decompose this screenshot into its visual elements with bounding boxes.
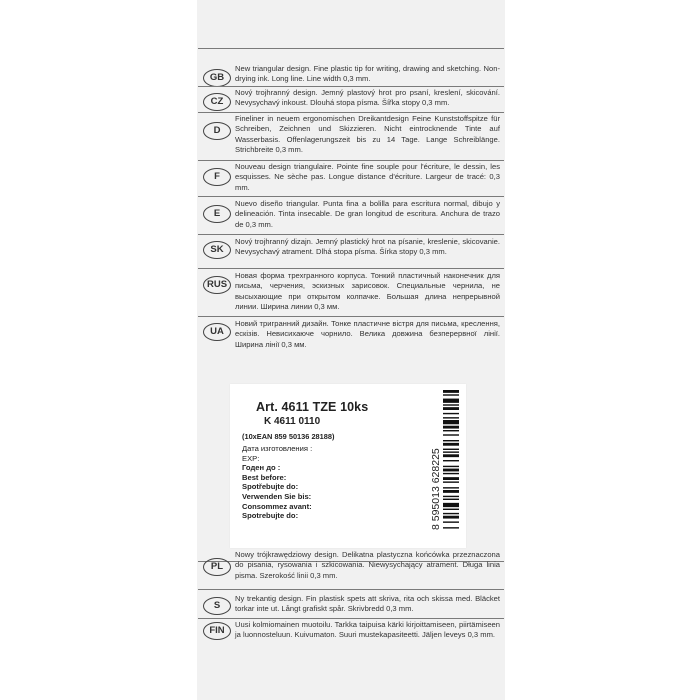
field-verwenden: Verwenden Sie bis: <box>242 491 312 501</box>
section-s <box>198 594 504 616</box>
divider <box>198 86 504 87</box>
barcode-bar <box>443 481 459 482</box>
field-manufacture-date: Дата изготовления : <box>242 444 313 453</box>
field-spotrebujte-sk: Spotrebujte do: <box>242 511 299 521</box>
barcode-bar <box>443 460 459 461</box>
section-rus <box>198 271 504 315</box>
barcode-bar <box>443 449 459 450</box>
section-text: Nový trojhranný design. Jemný plastový hrot pro psaní, kreslení, skicování. Nevysychavý inkoust. Dlouhá stopa písma. Šířka stopy 0,3 mm. <box>235 88 500 108</box>
language-badge: SK <box>203 241 231 259</box>
divider <box>198 112 504 113</box>
divider <box>198 234 504 235</box>
barcode-bar <box>443 496 459 497</box>
top-strip <box>197 0 505 48</box>
barcode <box>443 390 459 530</box>
language-badge: PL <box>203 558 231 576</box>
barcode-bar <box>443 443 459 446</box>
product-label <box>230 384 466 548</box>
section-text: Новая форма трехгранного корпуса. Тонкий пластичный наконечник для письма, черчения, эскизных зарисовок. Специальные чернила, не высыхающие при открытом колпачке. Большая длина непрерывной линии. Ширина линии 0,3 мм. <box>235 271 500 311</box>
k-code: K 4611 0110 <box>264 416 321 427</box>
section-fin <box>198 620 504 654</box>
barcode-bar <box>443 399 459 403</box>
divider <box>198 48 504 49</box>
barcode-bar <box>443 503 459 507</box>
divider <box>198 160 504 161</box>
barcode-bar <box>443 404 459 405</box>
barcode-digits <box>428 390 442 530</box>
section-text: Uusi kolmiomainen muotoilu. Tarkka taipuisa kärki kirjoittamiseen, piirtämiseen ja luonnosteluun. Kuivumaton. Suuri mustekapasiteetti. Jäljen leveys 0,3 mm. <box>235 620 500 640</box>
section-text: Ny trekantig design. Fin plastisk spets att skriva, rita och skissa med. Bläcket torkar inte ut. Långt grafiskt spår. Skrivbredd 0,3 mm. <box>235 594 500 614</box>
barcode-bar <box>443 407 459 410</box>
barcode-bar <box>443 487 459 488</box>
barcode-bar <box>443 451 459 452</box>
section-text: Новий тригранний дизайн. Тонке пластичне вістря для письма, креслення, ескізів. Невисихаюче чорнило. Велика довжина безперервної лінії. Ширина лінії 0,3 мм. <box>235 319 500 349</box>
ean-line: (10xEAN 859 50136 28188) <box>242 432 335 441</box>
barcode-bar <box>443 473 459 474</box>
section-e <box>198 199 504 231</box>
barcode-bar <box>443 440 459 441</box>
section-pl <box>198 550 504 582</box>
section-text: Nowy trójkrawędziowy design. Delikatna plastyczna końcówka przeznaczona do pisania, rysowania i szkicowania. Niewysychający atrament. Długa linia pisma. Szerokość linii 0,3 mm. <box>235 550 500 580</box>
barcode-bar <box>443 466 459 467</box>
barcode-bar <box>443 527 459 528</box>
barcode-bar <box>443 417 459 418</box>
barcode-number: 8 595013 628225 <box>430 448 442 530</box>
language-badge: FIN <box>203 622 231 640</box>
divider <box>198 196 504 197</box>
section-f <box>198 162 504 194</box>
barcode-bar <box>443 394 459 395</box>
language-badge: UA <box>203 323 231 341</box>
divider <box>198 268 504 269</box>
field-exp: EXP: <box>242 453 260 463</box>
section-text: Fineliner in neuem ergonomischen Dreikantdesign Feine Kunststoffspitze für Schreiben, Zeichnen und Skizzieren. Nicht eintrocknende Tinte auf Wasserbasis. Offenlagerungszeit bis zu 14 Tage. Lange Schreiblänge. Strichbreite 0,3 mm. <box>235 114 500 154</box>
article-number: Art. 4611 TZE 10ks <box>256 400 369 414</box>
language-badge: RUS <box>203 276 231 294</box>
divider <box>198 618 504 619</box>
language-badge: F <box>203 168 231 186</box>
barcode-bar <box>443 430 459 431</box>
barcode-bar <box>443 413 459 414</box>
barcode-bar <box>443 420 459 424</box>
barcode-bar <box>443 469 459 472</box>
field-best-before: Best before: <box>242 472 287 482</box>
section-text: New triangular design. Fine plastic tip for writing, drawing and sketching. Non-drying ink. Long line. Line width 0,3 mm. <box>235 64 500 84</box>
section-cz <box>198 88 504 110</box>
barcode-bar <box>443 390 459 393</box>
language-badge: S <box>203 597 231 615</box>
barcode-bar <box>443 454 459 457</box>
section-d <box>198 114 504 158</box>
language-badge: D <box>203 122 231 140</box>
barcode-bar <box>443 521 459 522</box>
date-fields <box>242 444 312 521</box>
language-badge: E <box>203 205 231 223</box>
barcode-bar <box>443 499 459 500</box>
field-spotrebujte-cz: Spotřebujte do: <box>242 482 299 492</box>
barcode-bar <box>443 426 459 429</box>
barcode-bar <box>443 513 459 514</box>
section-text: Nový trojhranný dizajn. Jemný plastický hrot na písanie, kreslenie, skicovanie. Nevysychavý atrament. Dlhá stopa písma. Šírka stopy 0,3 mm. <box>235 237 500 257</box>
field-consommez: Consommez avant: <box>242 501 312 511</box>
section-sk <box>198 237 504 269</box>
language-badge: GB <box>203 69 231 87</box>
barcode-bar <box>443 434 459 435</box>
barcode-bar <box>443 516 459 519</box>
barcode-bar <box>443 477 459 480</box>
field-godn-do: Годен до : <box>242 463 281 473</box>
section-gb <box>198 64 504 86</box>
divider <box>198 316 504 317</box>
section-ua <box>198 319 504 351</box>
section-text: Nouveau design triangulaire. Pointe fine souple pour l'écriture, le dessin, les esquisses. Ne sèche pas. Longue distance d'écriture. Largeur de tracé: 0,3 mm. <box>235 162 500 192</box>
divider <box>198 589 504 590</box>
language-badge: CZ <box>203 93 231 111</box>
section-text: Nuevo diseño triangular. Punta fina a bolilla para escritura normal, dibujo y delineación. Tinta insecable. De gran longitud de escritura. Anchura de trazo de 0,3 mm. <box>235 199 500 229</box>
barcode-bar <box>443 509 459 510</box>
barcode-bar <box>443 490 459 493</box>
